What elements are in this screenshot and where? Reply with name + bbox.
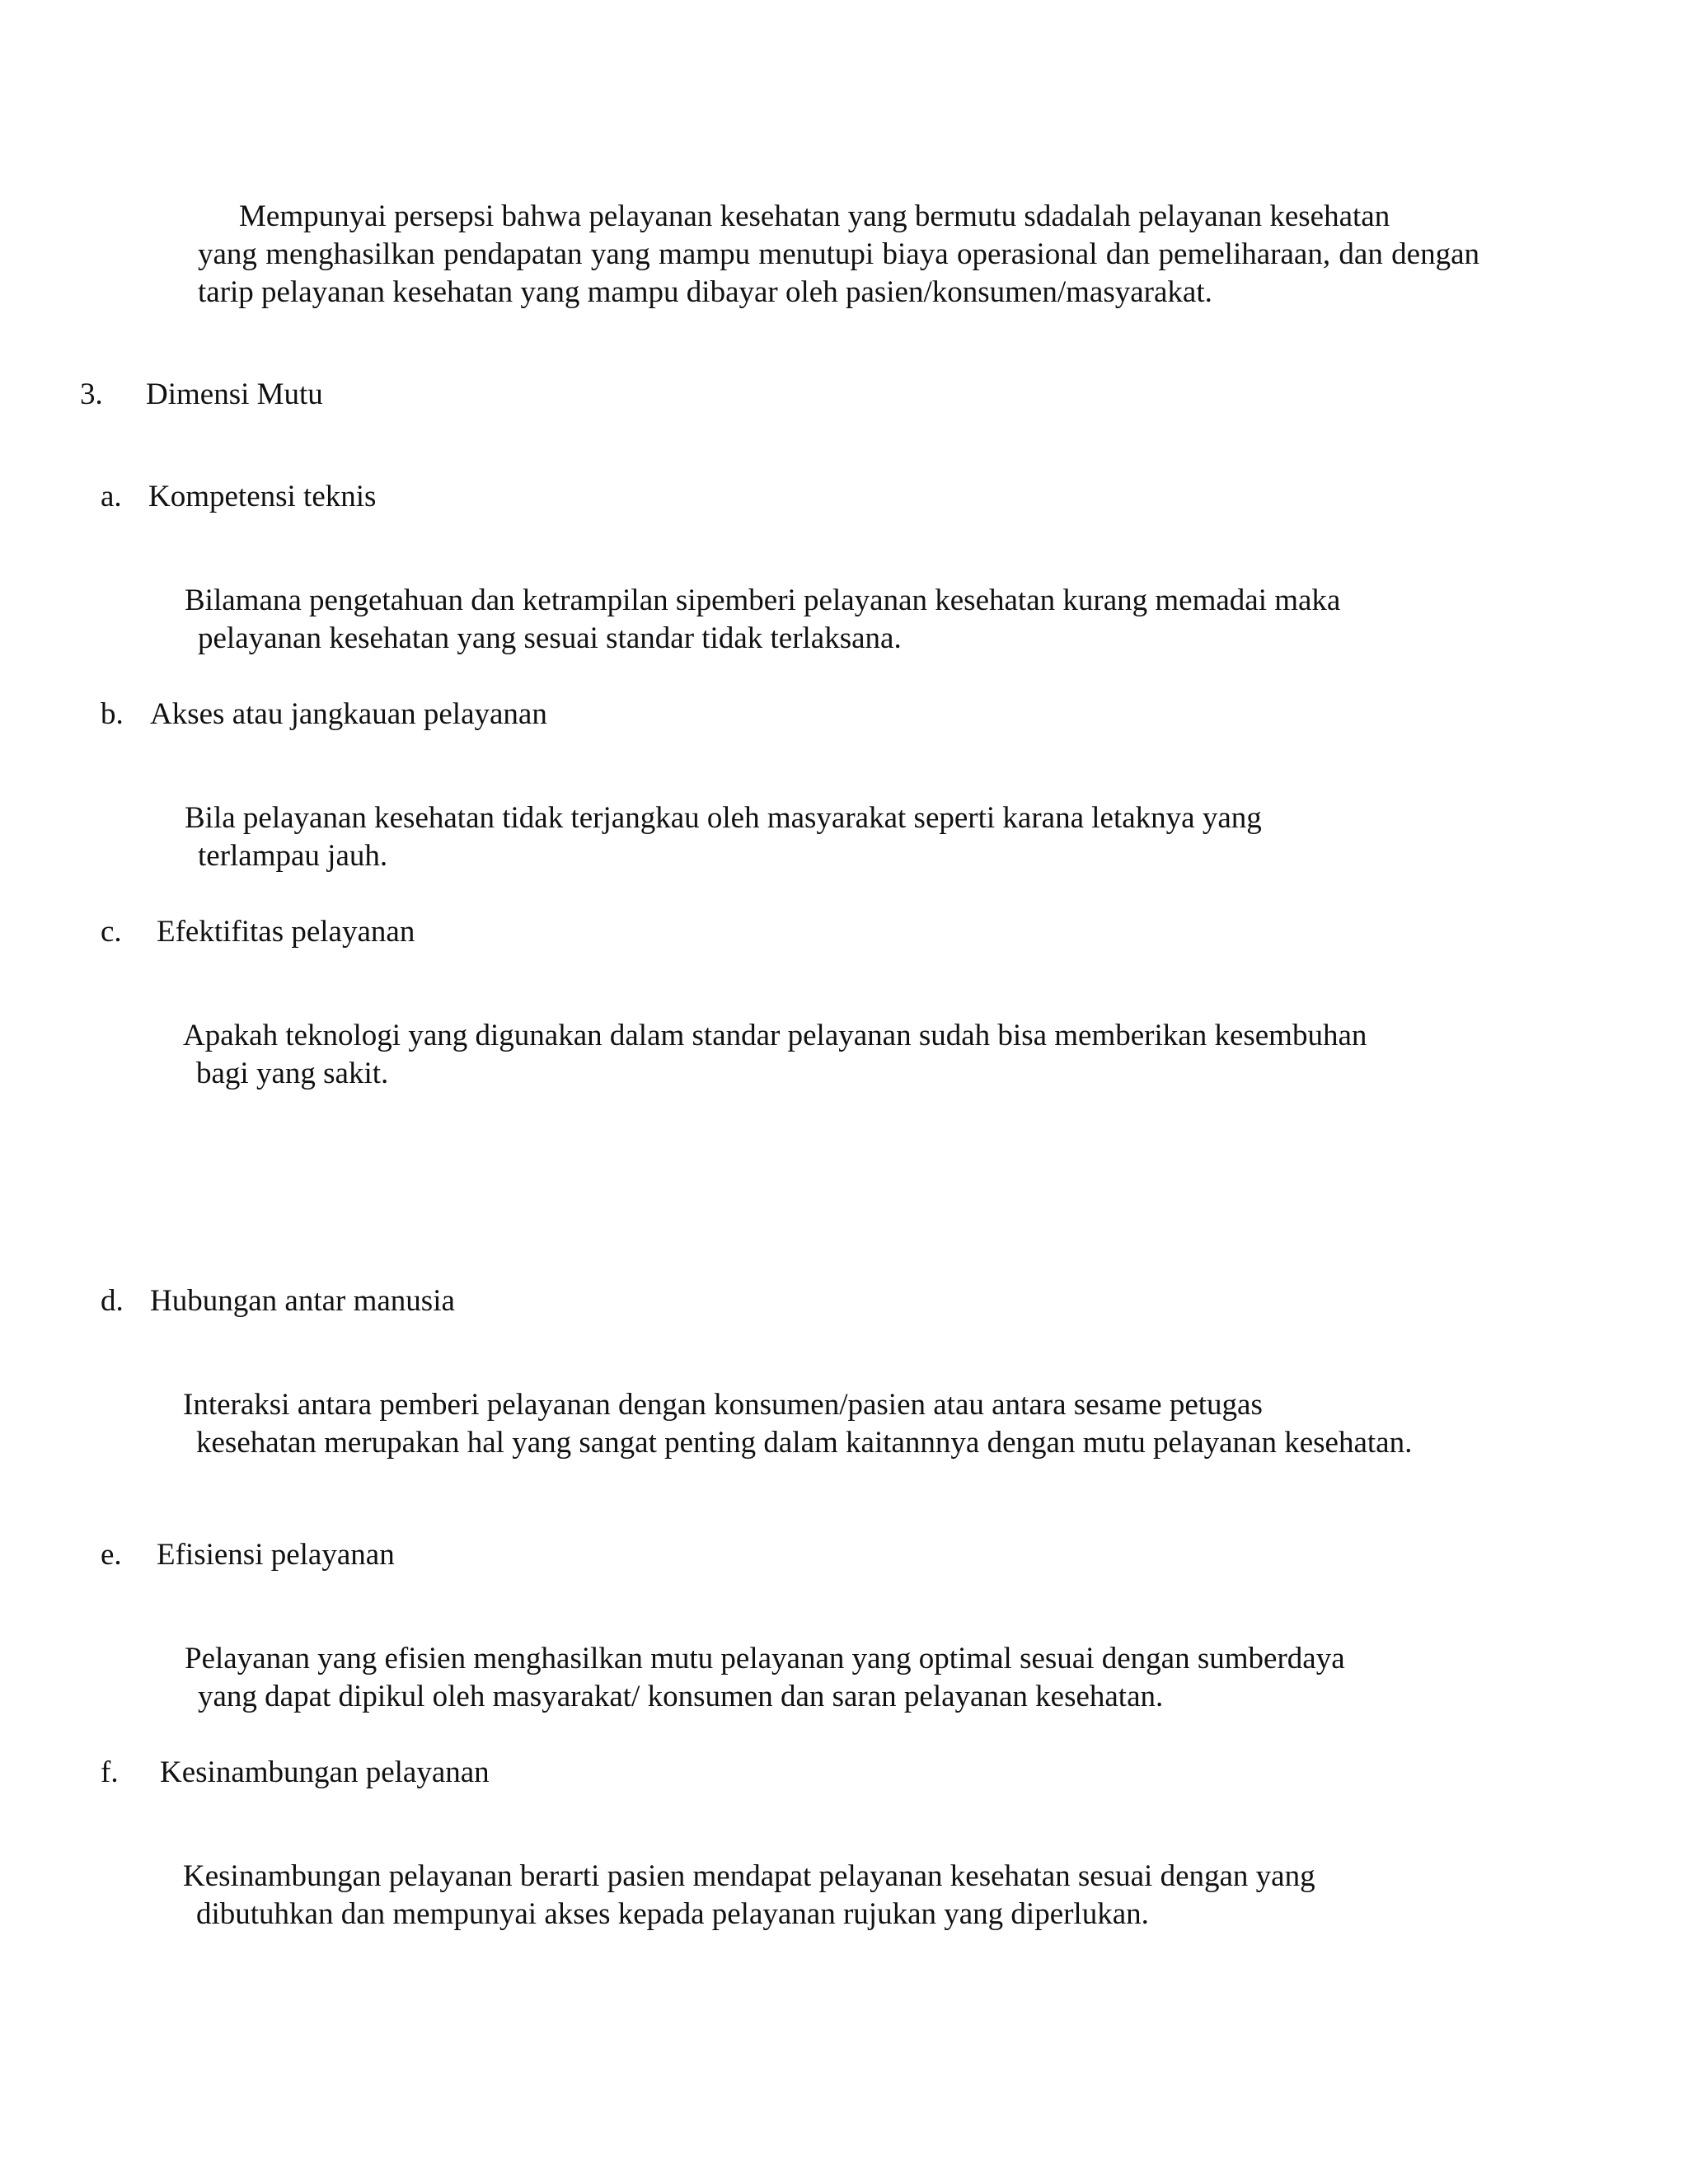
item-paragraph-continuation: terlampau jauh.	[198, 839, 388, 873]
item-paragraph-a	[185, 582, 1479, 658]
item-heading-a	[101, 478, 377, 516]
item-title: Efisiensi pelayanan	[157, 1538, 395, 1572]
item-heading-f	[101, 1754, 490, 1792]
item-paragraph-b	[185, 799, 1479, 875]
section-heading	[80, 376, 323, 414]
intro-first-line: Mempunyai persepsi bahwa pelayanan kesehatan yang bermutu sdadalah pelayanan kesehatan	[239, 199, 1390, 233]
item-paragraph-d	[183, 1386, 1479, 1462]
section-title: Dimensi Mutu	[146, 377, 323, 411]
item-paragraph-first-line: Kesinambungan pelayanan berarti pasien mendapat pelayanan kesehatan sesuai dengan yang	[183, 1859, 1315, 1893]
item-paragraph-first-line: Bila pelayanan kesehatan tidak terjangkau oleh masyarakat seperti karana letaknya yang	[185, 801, 1262, 835]
item-paragraph-first-line: Pelayanan yang efisien menghasilkan mutu pelayanan yang optimal sesuai dengan sumberdaya	[185, 1642, 1345, 1675]
item-marker: d.	[101, 1284, 124, 1318]
item-paragraph-e	[185, 1640, 1479, 1716]
item-marker: f.	[101, 1755, 119, 1789]
item-paragraph-continuation: pelayanan kesehatan yang sesuai standar tidak terlaksana.	[198, 621, 902, 655]
item-paragraph-f	[183, 1858, 1479, 1933]
item-heading-d	[101, 1282, 455, 1320]
item-heading-e	[101, 1536, 395, 1574]
item-paragraph-c	[183, 1017, 1479, 1093]
item-paragraph-first-line: Bilamana pengetahuan dan ketrampilan sipemberi pelayanan kesehatan kurang memadai maka	[185, 583, 1341, 617]
item-marker: b.	[101, 697, 124, 731]
item-paragraph-first-line: Interaksi antara pemberi pelayanan dengan konsumen/pasien atau antara sesame petugas	[183, 1388, 1263, 1422]
intro-paragraph	[198, 198, 1479, 312]
item-marker: c.	[101, 915, 122, 949]
item-title: Kompetensi teknis	[148, 480, 377, 513]
intro-continuation: yang menghasilkan pendapatan yang mampu menutupi biaya operasional dan pemeliharaan, dan dengan tarip pelayanan kesehatan yang mampu dibayar oleh pasien/konsumen/masyarakat.	[198, 237, 1479, 309]
section-number: 3.	[80, 377, 103, 411]
item-paragraph-continuation: kesehatan merupakan hal yang sangat penting dalam kaitannnya dengan mutu pelayanan kesehatan.	[196, 1426, 1413, 1460]
item-paragraph-continuation: yang dapat dipikul oleh masyarakat/ konsumen dan saran pelayanan kesehatan.	[198, 1680, 1164, 1713]
item-paragraph-continuation: dibutuhkan dan mempunyai akses kepada pelayanan rujukan yang diperlukan.	[196, 1897, 1149, 1931]
item-heading-c	[101, 913, 415, 951]
item-paragraph-continuation: bagi yang sakit.	[196, 1057, 389, 1090]
item-title: Kesinambungan pelayanan	[160, 1755, 490, 1789]
item-heading-b	[101, 696, 547, 733]
item-title: Efektifitas pelayanan	[157, 915, 415, 949]
item-paragraph-first-line: Apakah teknologi yang digunakan dalam standar pelayanan sudah bisa memberikan kesembuhan	[183, 1019, 1367, 1052]
item-marker: a.	[101, 480, 122, 513]
item-title: Hubungan antar manusia	[150, 1284, 455, 1318]
item-title: Akses atau jangkauan pelayanan	[150, 697, 547, 731]
item-marker: e.	[101, 1538, 122, 1572]
